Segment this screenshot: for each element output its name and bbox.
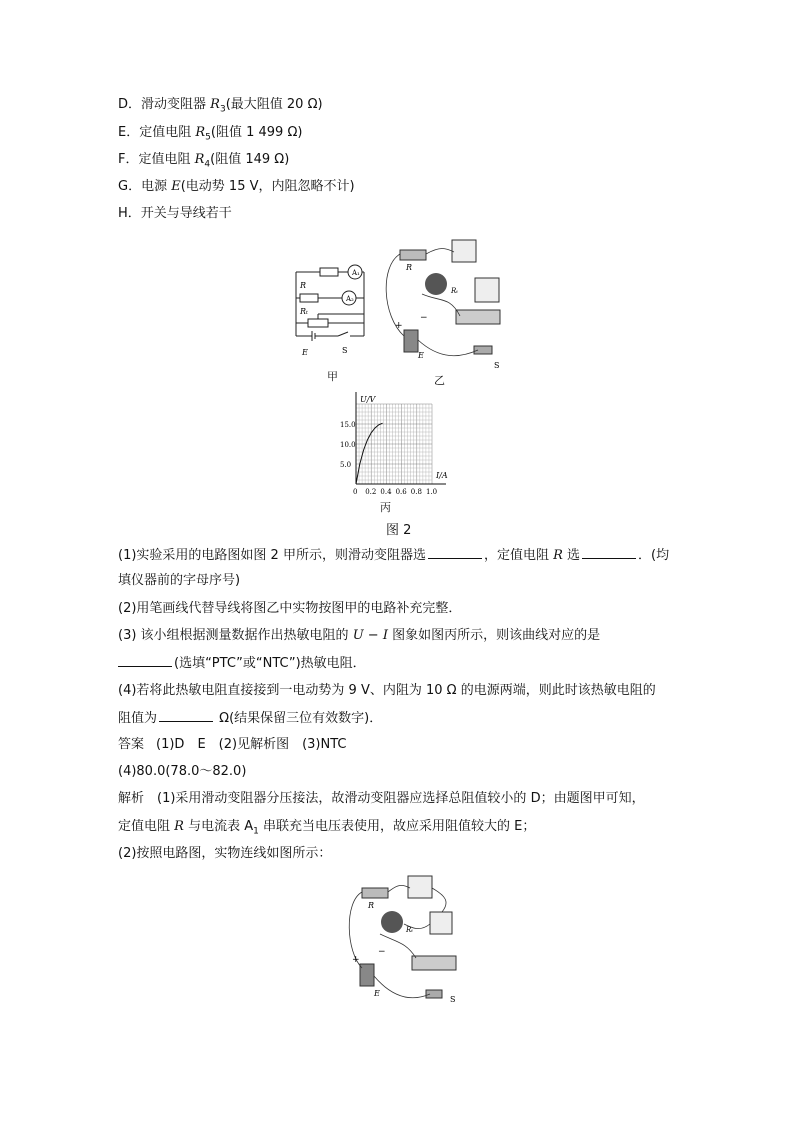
y-tick-label: 10.0 [340, 441, 356, 449]
svg-text:R: R [300, 281, 307, 290]
x-tick-label: 1.0 [426, 488, 438, 496]
answer-line-1: 答案 (1)D E (2)见解析图 (3)NTC [118, 737, 347, 752]
apparatus-yi [380, 236, 520, 372]
svg-text:Rₜ: Rₜ [406, 926, 413, 934]
svg-text:E: E [302, 348, 308, 357]
figure-label-bing: 丙 [380, 501, 391, 514]
svg-text:−: − [378, 947, 386, 957]
svg-text:S: S [450, 995, 456, 1004]
question-1-cont: 填仪器前的字母序号) [118, 573, 241, 588]
option-h: H．开关与导线若干 [118, 206, 232, 221]
rheostat-icon [412, 956, 456, 970]
question-4-cont: 阻值为 Ω(结果保留三位有效数字)． [118, 711, 383, 726]
x-tick-label: 0.4 [380, 488, 392, 496]
thermistor-icon [425, 273, 447, 295]
svg-text:R: R [406, 263, 413, 272]
option-e: E．定值电阻 $R_5$(阻值 1 499 Ω) [118, 125, 303, 143]
y-tick-label: 5.0 [340, 461, 352, 469]
question-1: (1)实验采用的电路图如图 2 甲所示，则滑动变阻器选 ，定值电阻 R 选 ．(均 [118, 548, 670, 563]
svg-text:Rₜ: Rₜ [451, 287, 458, 295]
svg-text:+: + [352, 955, 360, 965]
ammeter-a1-device-icon [408, 876, 432, 898]
thermistor-icon [381, 911, 403, 933]
option-d: D．滑动变阻器 $R_3$(最大阻值 20 Ω) [118, 97, 323, 115]
chart-xlabel: I/A [436, 471, 448, 480]
question-4: (4)若将此热敏电阻直接接到一电动势为 9 V、内阻为 10 Ω 的电源两端，则此时该热敏电阻的 [118, 683, 656, 698]
ui-chart-bing [330, 392, 456, 512]
answer-blank [582, 546, 636, 559]
analysis-label: 解析 [118, 791, 145, 806]
figure-label-yi: 乙 [434, 374, 445, 387]
x-tick-label: 0.6 [395, 488, 407, 496]
svg-text:R: R [368, 901, 375, 910]
answer-label: 答案 [118, 737, 145, 752]
figure-caption: 图 2 [386, 523, 412, 538]
y-tick-label: 15.0 [340, 421, 356, 429]
figure-label-jia: 甲 [327, 370, 338, 383]
question-3: (3) 该小组根据测量数据作出热敏电阻的 U − I 图象如图丙所示，则该曲线对应的是 [118, 628, 601, 643]
circuit-diagram-jia [284, 238, 374, 360]
svg-text:S: S [494, 361, 500, 370]
svg-text:A₁: A₁ [352, 269, 360, 277]
svg-text:E: E [418, 351, 424, 360]
analysis-line-3: (2)按照电路图，实物连线如图所示： [118, 846, 332, 861]
rheostat-icon [456, 310, 500, 324]
answer-blank [118, 654, 172, 667]
svg-text:Rₜ: Rₜ [300, 307, 308, 316]
battery-icon [404, 330, 418, 352]
answer-line-2: (4)80.0(78.0～82.0) [118, 764, 247, 779]
svg-text:E: E [374, 989, 380, 998]
ammeter-a2-device-icon [430, 912, 452, 934]
resistor-r-icon [400, 250, 426, 260]
svg-text:+: + [395, 321, 403, 331]
svg-text:S: S [342, 346, 348, 355]
apparatus-solution [346, 872, 466, 1006]
question-2: (2)用笔画线代替导线将图乙中实物按图甲的电路补充完整． [118, 601, 462, 616]
x-tick-label: 0.2 [365, 488, 377, 496]
question-3-cont: (选填“PTC”或“NTC”)热敏电阻． [118, 654, 366, 673]
switch-icon [426, 990, 442, 998]
switch-icon [474, 346, 492, 354]
svg-text:−: − [420, 313, 428, 323]
analysis-line-1: 解析 (1)采用滑动变阻器分压接法，故滑动变阻器应选择总阻值较小的 D；由题图甲可知， [118, 791, 645, 806]
svg-text:A₂: A₂ [346, 295, 354, 303]
option-g: G．电源 E(电动势 15 V，内阻忽略不计) [118, 179, 355, 194]
x-tick-label: 0.8 [410, 488, 422, 496]
answer-blank [428, 546, 482, 559]
battery-icon [360, 964, 374, 986]
answer-blank [159, 709, 213, 722]
resistor-r-icon [362, 888, 388, 898]
option-f: F．定值电阻 $R_4$(阻值 149 Ω) [118, 152, 290, 170]
x-tick-label: 0 [353, 488, 358, 496]
ammeter-a2-device-icon [475, 278, 499, 302]
chart-curve [356, 423, 383, 484]
ammeter-a1-device-icon [452, 240, 476, 262]
chart-ylabel: U/V [360, 395, 376, 404]
analysis-line-2: 定值电阻 R 与电流表 $A_1$ 串联充当电压表使用，故应采用阻值较大的 E； [118, 819, 536, 837]
